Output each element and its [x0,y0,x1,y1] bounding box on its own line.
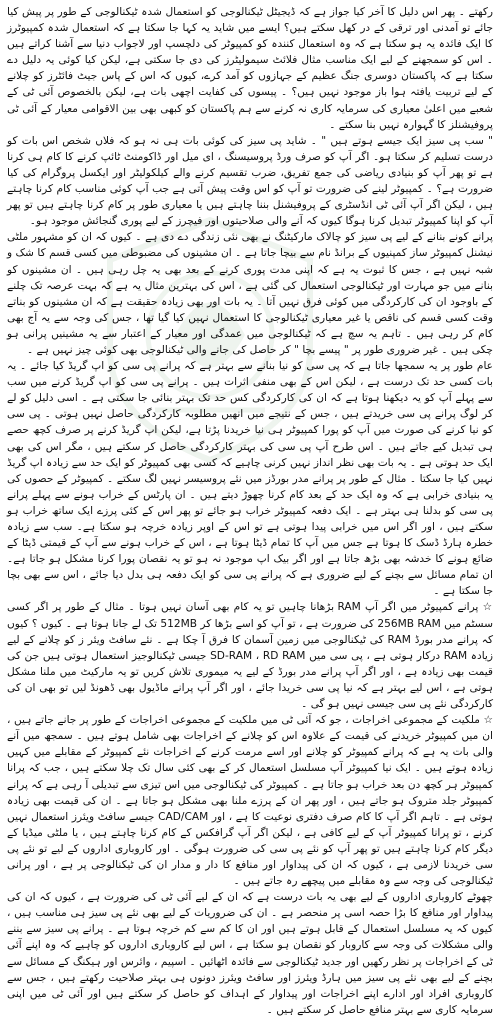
article-paragraph: چھوٹے کاروباری اداروں کے لیے بھی یہ بات درست ہے کہ ان کے لیے آئی ٹی کی ضرورت ہے ، کیوں کہ ان کی پیداوار اور منافع کا بڑا حصہ اسی پر منحصر ہے ۔ ان کی ضروریات کے لیے بھی نئے پی سیز ہی مناسب ہیں ، کیوں کہ یہ مسلسل استعمال کے قابل ہوتے ہیں اور ان کا کم سے کم خرچہ ہوتا ہے ۔ پرانے پی سیز سے بننے والی مشکلات کی وجہ سے کاروبار کو نقصان ہو سکتا ہے ، اس لیے کاروباری اداروں کو چاہیے کہ وہ اپنے آئی ٹی کے اخراجات پر نظر رکھیں اور جدید ٹیکنالوجی سے فائدہ اٹھائیں ۔ اسپیم ، وائرس اور ہیکنگ کے مسائل سے بچنے کے لیے بھی نئے پی سیز میں ہارڈ ویئرز اور سافٹ ویئرز دونوں ہی بہتر صلاحیت رکھتے ہیں ، جس سے کاروباری افراد اور ادارے اپنے اخراجات اور پیداوار کے اہداف کو حاصل کر سکتے ہیں اور آئی ٹی میں اپنی سرمایہ کاری سے بہتر منافع حاصل کر سکتے ہیں ۔ [7,891,493,1016]
article-paragraph: " سب پی سیز ایک جیسے ہوتے ہیں " ۔ شاید پی سیز کی کوئی بات ہی نہ ہو کہ فلاں شخص اس بات کو درست تسلیم کر سکتا ہو۔ اگر آپ کو صرف ورڈ پروسیسنگ ، ای میل اور ڈاکومنٹ ٹائپ کرنے کا کام ہی کرنا ہے تو پھر آپ کو بنیادی ریاضی کی جمع تفریق، ضرب تقسیم کرنے والے کیلکولیٹر اور ایکسل پروگرام کی کیا ضرورت ہے؟ ۔ کمپیوٹر لینے کی ضرورت تو آپ کو اس وقت پیش آتی ہے جب آپ کوئی مناسب کام کرنا چاہتے ہیں ، لیکن اگر آپ آئی ٹی انڈسٹری کے پروفیشنل بننا چاہتے ہیں یا معیاری طور پر کام کرنا چاہتے ہیں تو پھر آپ کو اپنا کمپیوٹر تبدیل کرنا ہوگا کیوں کہ آنے والی صلاحیتوں اور فیچرز کے لیے پوری گنجائش موجود ہو۔ [7,134,493,228]
article-paragraph: عام طور پر یہ سمجھا جاتا ہے کہ پی سی کو نیا بنانے سے بہتر ہے کہ پرانے پی سی کو اپ گریڈ کیا جائے ۔ یہ بات کسی حد تک درست ہے ، لیکن اس کے بھی منفی اثرات ہیں ۔ پرانے پی سی کو اپ گریڈ کرنے میں سب سے پہلے آپ کو یہ دیکھنا ہوتا ہے کہ ان کی کارکردگی کس حد تک بہتر بنائی جا سکتی ہے ۔ اسی دلیل کو لے کر لوگ پرانے پی سی خریدتے ہیں ، جس کے نتیجے میں انھیں مطلوبہ کارکردگی حاصل نہیں ہوتی ۔ پی سی کو نیا کرنے کی صورت میں آپ کو پورا کمپیوٹر ہی نیا خریدنا پڑتا ہے، لیکن اپ گریڈ کرنے پر صرف کچھ حصے ہی تبدیل کیے جاتے ہیں ۔ اس طرح آپ پی سی کی بہتر کارکردگی حاصل کر سکتے ہیں ، مگر اس کی بھی ایک حد ہوتی ہے ۔ یہ بات بھی نظر انداز نہیں کرنی چاہیے کہ کسی بھی کمپیوٹر کو ایک حد سے زیادہ اپ گریڈ نہیں کیا جا سکتا ۔ مثال کے طور پر پرانے مدر بورڈز میں نئے پروسیسر نہیں لگ سکتے ۔ کمپیوٹر کے حصوں کی یہ بنیادی خرابی ہے کہ وہ ایک حد کے بعد کام کرنا چھوڑ دیتے ہیں ۔ ان پارٹس کے خراب ہونے سے پہلے پرانے پی سی کو بدلنا ہی بہتر ہے ۔ ایک دفعہ کمپیوٹر خراب ہو جائے تو پھر اس کے کئی پرزے ایک ساتھ خراب ہو سکتے ہیں ، اور اگر اس میں خرابی پیدا ہوتی ہے تو اس کے اوپر زیادہ خرچہ ہو سکتا ہے۔ سب سے زیادہ خطرہ ہارڈ ڈسک کا ہوتا ہے جس میں آپ کا تمام ڈیٹا ہوتا ہے ، اس کے خراب ہونے سے آپ کے قیمتی ڈیٹا کے ضائع ہونے کا خدشہ بھی بڑھ جاتا ہے اور اگر بیک اپ موجود نہ ہو تو یہ نقصان پورا کرنا مشکل ہو جاتا ہے۔ ان تمام مسائل سے بچنے کے لیے ضروری ہے کہ پرانے پی سی کو ایک دفعہ ہی بدل دیا جائے ، اس سے بھی بچا جا سکتا ہے ۔ [7,360,493,598]
article-paragraph: ☆ ملکیت کے مجموعی اخراجات ، جو کہ آئی ٹی میں ملکیت کے مجموعی اخراجات کے طور پر جانے جاتے ہیں ، ان میں کمپیوٹر خریدنے کی قیمت کے علاوہ اس کو چلانے کے اخراجات بھی شامل ہوتے ہیں ۔ سمجھ میں آنے والی بات یہ ہے کہ پرانے کمپیوٹر کو چلانے اور اسے مرمت کرنے کے اخراجات نئے کمپیوٹر کے مقابلے میں کہیں زیادہ ہوتے ہیں ۔ ایک نیا کمپیوٹر آپ مسلسل استعمال کر کے بھی کئی سال تک چلا سکتے ہیں ، جب کہ پرانا کمپیوٹر ہر کچھ دن بعد خراب ہو جاتا ہے ۔ کمپیوٹر کی ٹیکنالوجی میں اس تیزی سے تبدیلی آ رہی ہے کہ پرانے کمپیوٹر جلد متروک ہو جاتے ہیں ، اور پھر ان کے پرزے ملنا بھی مشکل ہو جاتا ہے ۔ ان کی قیمت بھی زیادہ ہوتی ہے ۔ تاہم اگر آپ کا کام صرف دفتری نوعیت کا ہے ، اور CAD/CAM جیسے سافٹ ویئرز استعمال نہیں کرنے ، تو پرانا کمپیوٹر آپ کے لیے کافی ہے ، لیکن اگر آپ گرافکس کے کام کرنا چاہتے ہیں ، یا ملٹی میڈیا کے دیگر کام کرنا چاہتے ہیں تو پھر آپ کو نئے پی سی کی ضرورت ہوگی ۔ اور کاروباری اداروں کے لیے تو نئے پی سی خریدنا لازمی ہے ، کیوں کہ ان کی پیداوار اور منافع کا دار و مدار ان کی ٹیکنالوجی پر ہے ، اور پرانی ٹیکنالوجی کی وجہ سے وہ مقابلے میں پیچھے رہ جاتے ہیں ۔ [7,714,493,888]
article-paragraph: پرانے کونے بنانے کے لیے پی سیز کو چالاک مارکیٹنگ نے بھی نئی زندگی دے دی ہے ۔ کیوں کہ ان کو مشہور ملٹی نیشنل کمپیوٹر ساز کمپنیوں کے برانڈ نام سے بیچا جاتا ہے ۔ ان مشینوں کی مضبوطی میں کسی قسم کا شک و شبہ نہیں ہے ، جس کا ثبوت یہ ہے کہ اپنی مدت پوری کرنے کے بعد بھی یہ چل رہی ہیں ۔ ان مشینوں کو بنانے میں جو مہارت اور ٹیکنالوجی استعمال کی گئی ہے ، اس کی بہترین مثال یہ ہے کہ بہت عرصہ تک چلنے کے باوجود ان کی کارکردگی میں کوئی فرق نہیں آتا ۔ یہ بات اور بھی زیادہ حقیقت ہے کہ ان مشینوں کو بناتے وقت کسی قسم کی ناقص یا غیر معیاری ٹیکنالوجی کا استعمال نہیں کیا گیا تھا ، جس کی وجہ سے یہ آج بھی کام کر رہی ہیں ۔ تاہم یہ سچ ہے کہ ٹیکنالوجی میں عمدگی اور معیار کے اعتبار سے یہ مشینیں پرانی ہو چکی ہیں ۔ غیر ضروری طور پر " پیسے بچا " کر حاصل کی جانے والی ٹیکنالوجی بھی کوئی چیز نہیں ہے ۔ [7,231,493,356]
article-paragraph: ☆ پرانے کمپیوٹر میں اگر آپ RAM بڑھانا چاہیں تو یہ کام بھی آسان نہیں ہوتا ۔ مثال کے طور پر اگر کسی سسٹم میں 256MB RAM کی ضرورت ہے ، تو آپ کو اسے بڑھا کر 512MB تک لے جانا ہوتا ہے ۔ کیوں ؟ کیوں کہ پرانے مدر بورڈ RAM کی ٹیکنالوجی میں زمین آسمان کا فرق آ چکا ہے ۔ نئے سافٹ ویئر ز کو چلانے کے لیے زیادہ RAM درکار ہوتی ہے ، پی سی میں SD-RAM ، RD RAM جیسی ٹیکنالوجیز استعمال ہوتی ہیں جن کی قیمت بھی زیادہ ہے ، اور اگر آپ پرانے مدر بورڈ کے لیے یہ میموری تلاش کریں تو یہ مارکیٹ میں ملنا مشکل ہوتی ہے ، اس لیے بہتر ہے کہ نیا پی سی خریدا جائے ، اور اگر آپ پرانے ماڈیول بھی ڈھونڈ لیں تو بھی ان کی کارکردگی نئے پی سی جیسی نہیں ہو گی ۔ [7,601,493,711]
article-paragraph: رکھتے ۔ پھر اس دلیل کا آخر کیا جواز ہے کہ ڈیجیٹل ٹیکنالوجی کو استعمال شدہ ٹیکنالوجی کے طور پر پیش کیا جائے تو آمدنی اور ترقی کے در کھل سکتے ہیں؟ ایسے میں شاید یہ کہا جا سکتا ہے کہ استعمال شدہ کمپیوٹرز کا ایک فائدہ یہ ہو سکتا ہے کہ وہ استعمال کنندہ کو کمپیوٹر کی دلچسپ اور لاجواب دنیا سے آشنا کراتے ہیں ۔ اس کو سمجھنے کے لیے ایک مناسب مثال فلائٹ سیمولیٹرز کی دی جا سکتی ہے، لیکن کیا کوئی یہ دلیل دے سکتا ہے کہ پاکستان دوسری جنگ عظیم کے جہازوں کو آمد کرے، کیوں کہ اس کے پاس جیٹ فائٹرز کو چلانے کے لیے تربیت یافتہ ہوا باز موجود نہیں ہیں؟ ۔ پیسوں کی کفایت اچھی بات ہے، لیکن بالخصوص آئی ٹی کے شعبے میں اعلیٰ معیاری کی سرمایہ کاری نہ کرنے سے ہم پاکستان کو کبھی بھی بین الاقوامی معیار کے آئی ٹی پروفیشنلز کا گہوارہ نہیں بنا سکتے ۔ [7,6,493,131]
